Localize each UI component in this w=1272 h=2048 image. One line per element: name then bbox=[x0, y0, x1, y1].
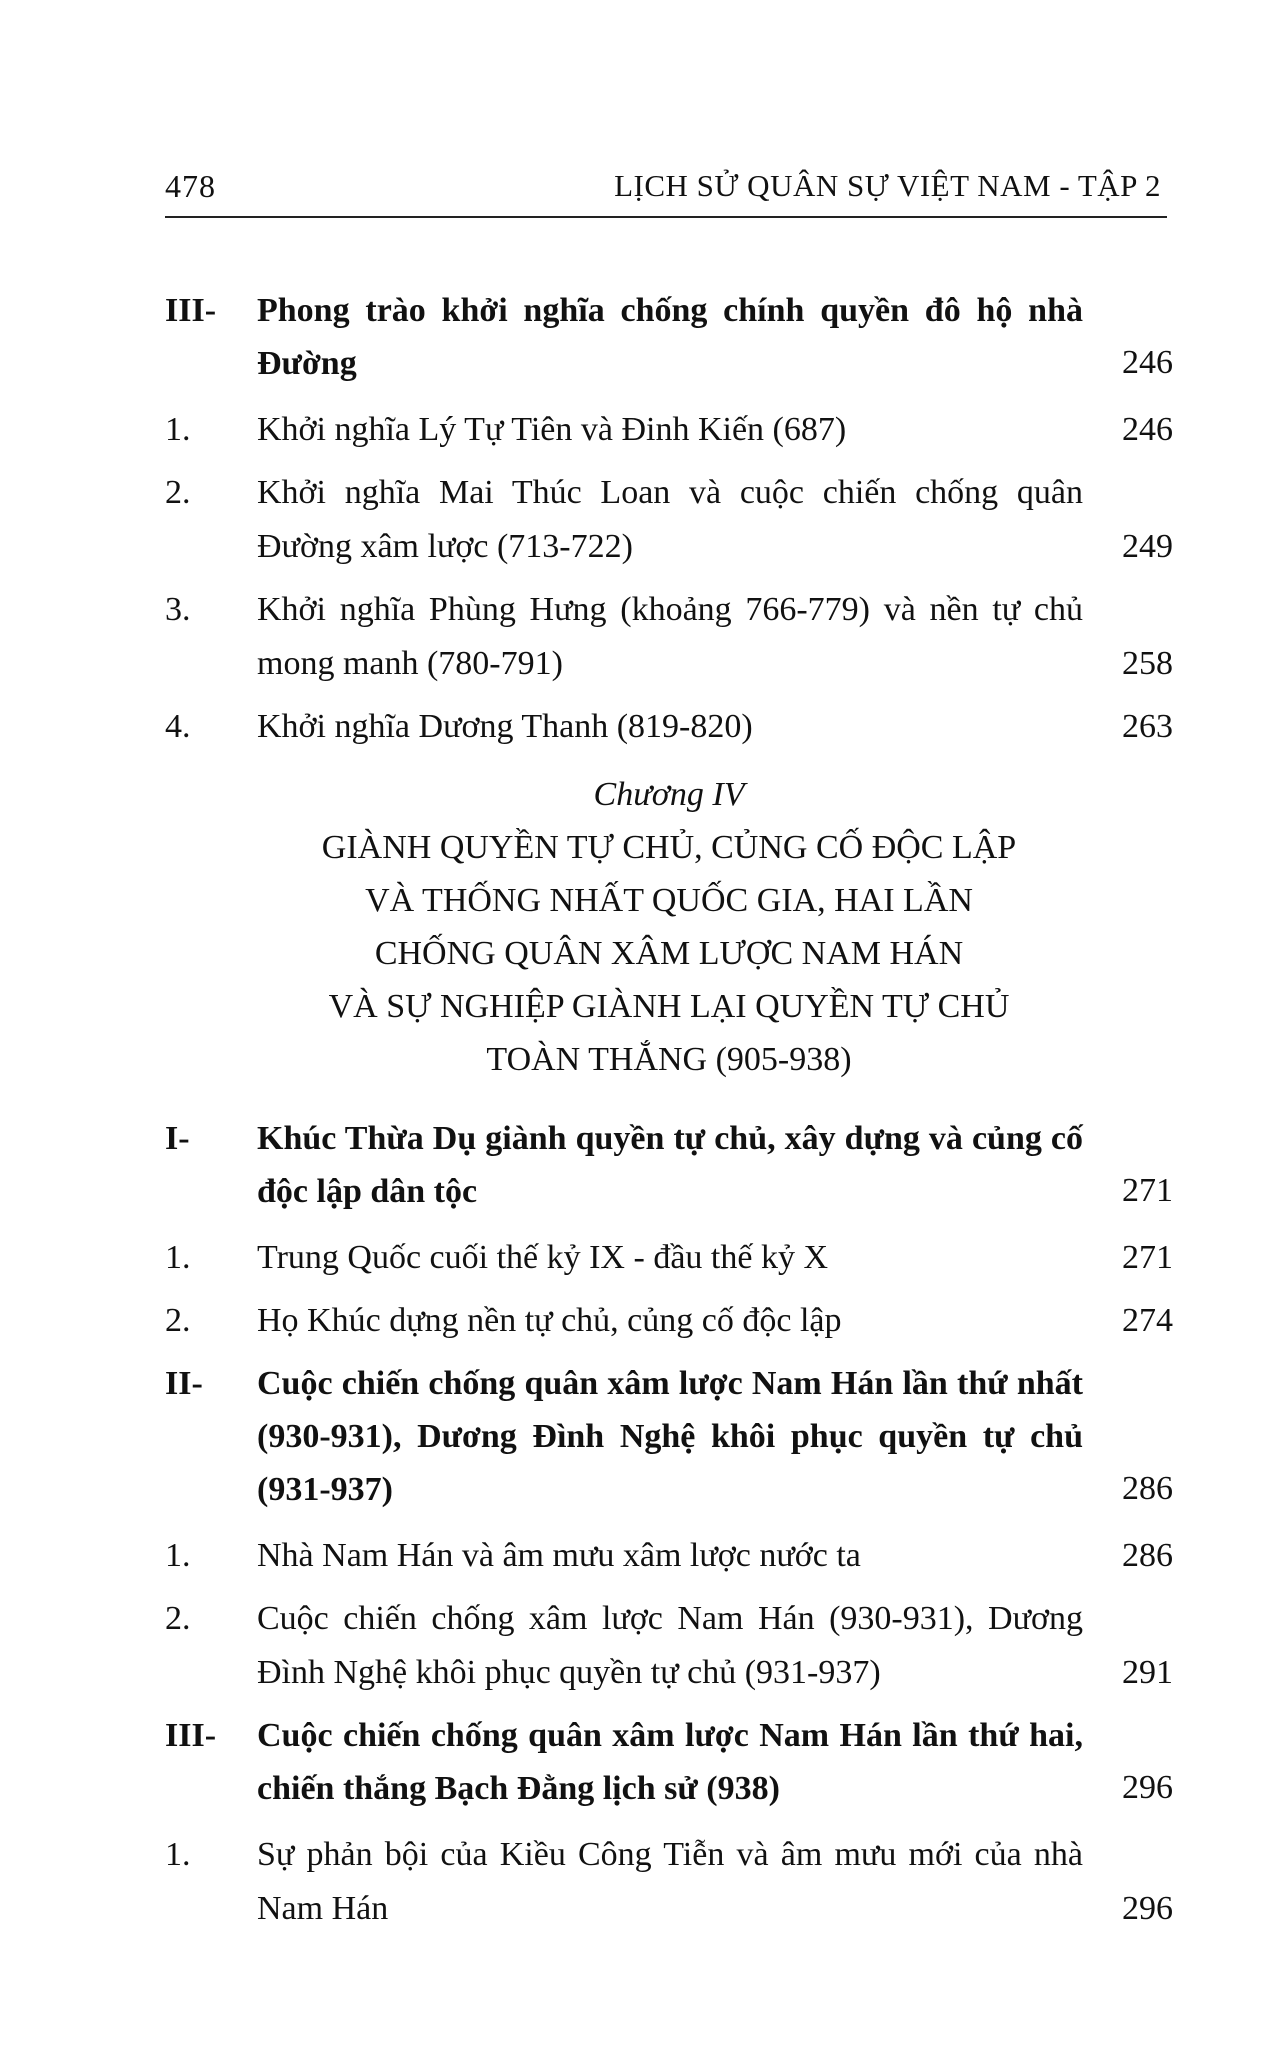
entry-number: 2. bbox=[165, 474, 191, 511]
toc-subsection-entry bbox=[165, 1294, 1173, 1348]
entry-title: Nhà Nam Hán và âm mưu xâm lược nước ta bbox=[257, 1537, 861, 1574]
chapter-page-number bbox=[1093, 0, 1173, 1086]
toc-section-entry bbox=[165, 1112, 1173, 1218]
entry-number: 4. bbox=[165, 708, 191, 745]
chapter-title-line: VÀ SỰ NGHIỆP GIÀNH LẠI QUYỀN TỰ CHỦ bbox=[328, 988, 1010, 1025]
running-header bbox=[165, 168, 1167, 218]
toc-subsection-entry bbox=[165, 1828, 1173, 1936]
entry-number: II- bbox=[165, 1365, 203, 1402]
table-of-contents bbox=[165, 284, 1173, 1945]
toc-subsection-entry bbox=[165, 583, 1173, 691]
entry-page-number: 263 bbox=[1122, 708, 1173, 745]
toc-subsection-entry bbox=[165, 700, 1173, 754]
chapter-title-line: GIÀNH QUYỀN TỰ CHỦ, CỦNG CỐ ĐỘC LẬP bbox=[321, 829, 1017, 866]
toc-subsection-entry bbox=[165, 1592, 1173, 1700]
entry-title: Khởi nghĩa Lý Tự Tiên và Đinh Kiến (687) bbox=[257, 411, 847, 448]
toc-section-entry bbox=[165, 1709, 1173, 1815]
chapter-title-line: VÀ THỐNG NHẤT QUỐC GIA, HAI LẦN bbox=[365, 882, 973, 919]
entry-page-number: 271 bbox=[1122, 1172, 1173, 1209]
entry-title: Khởi nghĩa Mai Thúc Loan và cuộc chiến chống quân Đường xâm lược (713-722) bbox=[257, 474, 1083, 565]
entry-title: Khởi nghĩa Dương Thanh (819-820) bbox=[257, 708, 753, 745]
entry-title: Cuộc chiến chống xâm lược Nam Hán (930-931), Dương Đình Nghệ khôi phục quyền tự chủ (931-937) bbox=[257, 1600, 1083, 1691]
chapter-title-line: TOÀN THẮNG (905-938) bbox=[486, 1041, 852, 1078]
entry-title: Khởi nghĩa Phùng Hưng (khoảng 766-779) và nền tự chủ mong manh (780-791) bbox=[257, 591, 1083, 682]
entry-page-number: 249 bbox=[1122, 528, 1173, 565]
entry-number: 2. bbox=[165, 1302, 191, 1339]
entry-number: 1. bbox=[165, 411, 191, 448]
entry-number: 2. bbox=[165, 1600, 191, 1637]
entry-number: 1. bbox=[165, 1239, 191, 1276]
toc-subsection-entry bbox=[165, 403, 1173, 457]
entry-title: Cuộc chiến chống quân xâm lược Nam Hán lần thứ nhất (930-931), Dương Đình Nghệ khôi phục quyền tự chủ (931-937) bbox=[257, 1365, 1083, 1508]
entry-title: Cuộc chiến chống quân xâm lược Nam Hán lần thứ hai, chiến thắng Bạch Đằng lịch sử (938) bbox=[257, 1717, 1083, 1807]
toc-subsection-entry bbox=[165, 1231, 1173, 1285]
toc-section-entry bbox=[165, 284, 1173, 390]
toc-section-before bbox=[165, 284, 1173, 754]
entry-page-number: 246 bbox=[1122, 411, 1173, 448]
entry-page-number: 291 bbox=[1122, 1654, 1173, 1691]
entry-page-number: 296 bbox=[1122, 1890, 1173, 1927]
book-title: LỊCH SỬ QUÂN SỰ VIỆT NAM - TẬP 2 bbox=[614, 168, 1161, 203]
entry-number: 3. bbox=[165, 591, 191, 628]
entry-page-number: 246 bbox=[1122, 344, 1173, 381]
toc-section-entry bbox=[165, 1357, 1173, 1516]
entry-title: Khúc Thừa Dụ giành quyền tự chủ, xây dựng và củng cố độc lập dân tộc bbox=[257, 1120, 1083, 1210]
entry-page-number: 286 bbox=[1122, 1470, 1173, 1507]
entry-title: Họ Khúc dựng nền tự chủ, củng cố độc lập bbox=[257, 1302, 842, 1339]
entry-number: III- bbox=[165, 292, 217, 329]
entry-title: Trung Quốc cuối thế kỷ IX - đầu thế kỷ X bbox=[257, 1239, 828, 1276]
entry-number: III- bbox=[165, 1717, 217, 1754]
entry-title: Phong trào khởi nghĩa chống chính quyền đô hộ nhà Đường bbox=[257, 292, 1083, 382]
toc-subsection-entry bbox=[165, 1529, 1173, 1583]
entry-page-number: 271 bbox=[1122, 1239, 1173, 1276]
chapter-heading bbox=[165, 768, 1173, 1086]
toc-subsection-entry bbox=[165, 466, 1173, 574]
chapter-title-line: CHỐNG QUÂN XÂM LƯỢC NAM HÁN bbox=[374, 935, 964, 972]
chapter-label: Chương IV bbox=[593, 776, 745, 813]
entry-number: I- bbox=[165, 1120, 190, 1157]
entry-number: 1. bbox=[165, 1836, 191, 1873]
entry-number: 1. bbox=[165, 1537, 191, 1574]
page-number: 478 bbox=[165, 168, 216, 204]
entry-page-number: 258 bbox=[1122, 645, 1173, 682]
entry-page-number: 296 bbox=[1122, 1769, 1173, 1806]
toc-section-after bbox=[165, 1112, 1173, 1936]
entry-page-number: 274 bbox=[1122, 1302, 1173, 1339]
entry-page-number: 286 bbox=[1122, 1537, 1173, 1574]
entry-title: Sự phản bội của Kiều Công Tiễn và âm mưu mới của nhà Nam Hán bbox=[257, 1836, 1083, 1927]
